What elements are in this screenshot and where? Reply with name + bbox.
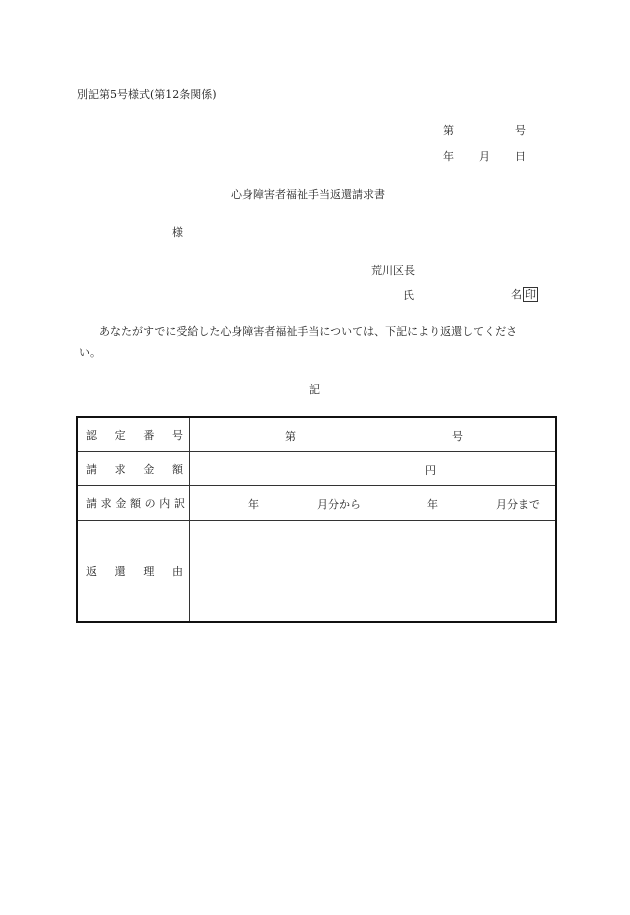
label-cell-claim-breakdown: [77, 486, 190, 521]
value-cell-claim-amount[interactable]: [190, 452, 557, 486]
label-char: 金: [115, 497, 127, 510]
label-char: 額: [129, 497, 141, 510]
value-cell-claim-breakdown[interactable]: [190, 486, 557, 521]
breakdown-start-year: 年: [248, 498, 259, 511]
label-char: 求: [114, 462, 126, 476]
label-char: 号: [171, 428, 183, 442]
document-title: 心身障害者福祉手当返還請求書: [231, 188, 385, 201]
claim-details-table: [76, 416, 557, 623]
label-char: 理: [143, 564, 155, 578]
document-number-go: 号: [515, 124, 526, 137]
issuer-office: 荒川区長: [371, 264, 415, 277]
label-return-reason: [78, 563, 189, 579]
label-char: 請: [86, 497, 97, 510]
label-claim-amount: [78, 461, 189, 477]
label-char: 還: [114, 564, 126, 578]
label-char: 返: [86, 564, 97, 578]
ki-marker: 記: [309, 383, 320, 396]
breakdown-to-month: 月分まで: [496, 498, 540, 511]
label-certification-number: [78, 427, 189, 443]
value-cell-certification-number[interactable]: [190, 417, 557, 452]
table-row: [77, 452, 556, 486]
issuer-name-label-2: 名: [511, 288, 522, 301]
label-char: 訳: [173, 497, 185, 510]
label-char: 内: [159, 497, 171, 510]
label-char: 請: [86, 462, 97, 476]
certification-number-dai: 第: [285, 430, 296, 443]
label-cell-certification-number: [77, 417, 190, 452]
label-cell-return-reason: [77, 521, 190, 622]
label-char: 認: [86, 428, 97, 442]
seal-stamp-box: 印: [525, 288, 536, 301]
label-char: 求: [100, 497, 112, 510]
breakdown-from-month: 月分から: [317, 498, 361, 511]
table-row: [77, 521, 556, 622]
table-row: [77, 486, 556, 521]
label-char: 番: [143, 428, 155, 442]
date-year: 年: [443, 150, 454, 163]
date-day: 日: [515, 150, 526, 163]
claim-amount-yen: 円: [425, 464, 436, 477]
body-text-line-1: あなたがすでに受給した心身障害者福祉手当については、下記により返還してくださ: [99, 325, 518, 338]
label-char: 金: [143, 462, 155, 476]
label-char: 由: [171, 564, 183, 578]
addressee-honorific: 様: [172, 226, 183, 239]
value-cell-return-reason[interactable]: [190, 521, 557, 622]
table-row: [77, 417, 556, 452]
label-cell-claim-amount: [77, 452, 190, 486]
form-reference: 別記第5号様式(第12条関係): [77, 88, 217, 101]
body-text-line-2: い。: [79, 346, 101, 359]
date-month: 月: [479, 150, 490, 163]
document-number-dai: 第: [443, 124, 454, 137]
issuer-name-label-2-with-seal: [511, 286, 538, 302]
label-claim-breakdown: [78, 495, 189, 511]
breakdown-end-year: 年: [427, 498, 438, 511]
issuer-name-label-1: 氏: [403, 289, 414, 302]
label-char: の: [144, 497, 156, 510]
label-char: 定: [114, 428, 126, 442]
label-char: 額: [171, 462, 183, 476]
certification-number-go: 号: [452, 430, 463, 443]
